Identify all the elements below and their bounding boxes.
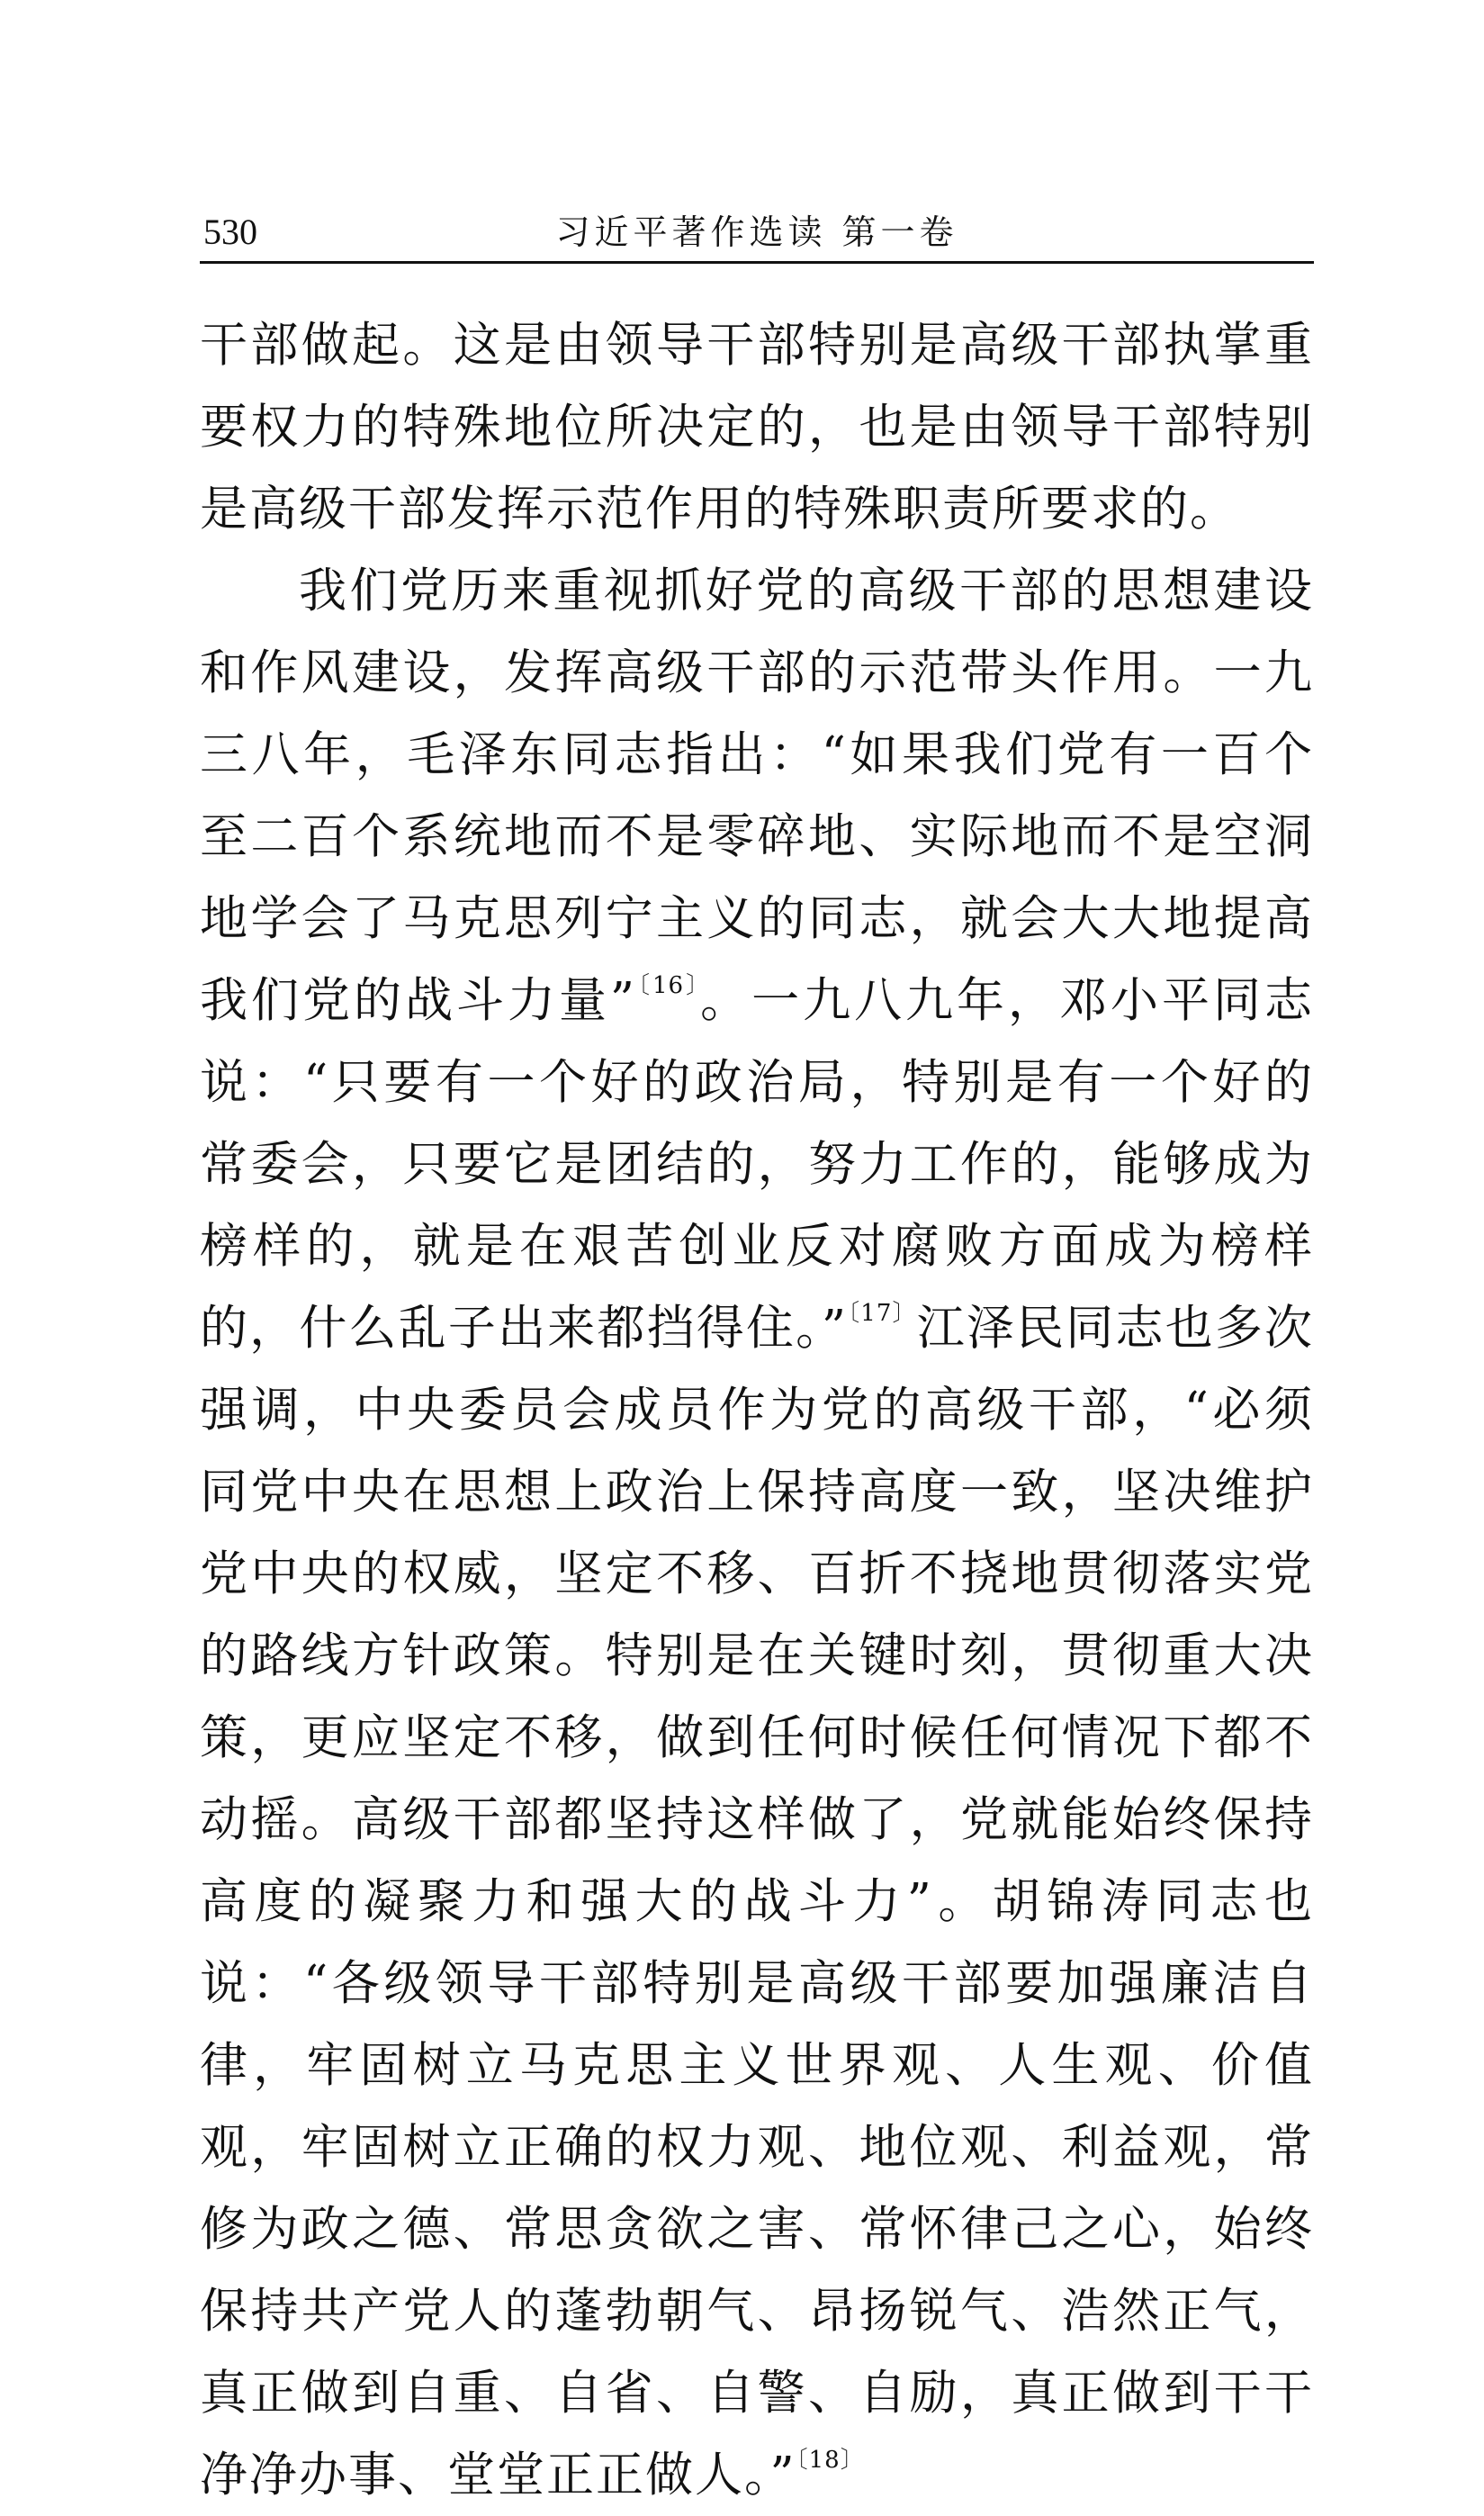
paragraph-text: 我们党历来重视抓好党的高级干部的思想建设和作风建设，发挥高级干部的示范带头作用。一九三八年，毛泽东同志指出：“如果我们党有一百个至二百个系统地而不是零碎地、实际地而不是空洞地学会了马克思列宁主义的同志，就会大大地提高我们党的战斗力量” — [200, 564, 1314, 1028]
running-title: 习近平著作选读 第一卷 — [555, 212, 958, 252]
footnote-ref-18: 〔18〕 — [796, 2447, 865, 2474]
body-text — [200, 304, 1314, 2516]
paragraph-text: 。一九八九年，邓小平同志说：“只要有一个好的政治局，特别是有一个好的常委会，只要它是团结的，努力工作的，能够成为榜样的，就是在艰苦创业反对腐败方面成为榜样的，什么乱子出来都挡得住。” — [200, 973, 1314, 1356]
footnote-ref-17: 〔17〕 — [847, 1300, 917, 1327]
page-number: 530 — [203, 212, 257, 252]
paragraph-text: 江泽民同志也多次强调，中央委员会成员作为党的高级干部，“必须同党中央在思想上政治上保持高度一致，坚决维护党中央的权威，坚定不移、百折不挠地贯彻落实党的路线方针政策。特别是在关键时刻，贯彻重大决策，更应坚定不移，做到任何时候任何情况下都不动摇。高级干部都坚持这样做了，党就能始终保持高度的凝聚力和强大的战斗力”。胡锦涛同志也说：“各级领导干部特别是高级干部要加强廉洁自律，牢固树立马克思主义世界观、人生观、价值观，牢固树立正确的权力观、地位观、利益观，常修为政之德、常思贪欲之害、常怀律己之心，始终保持共产党人的蓬勃朝气、昂扬锐气、浩然正气，真正做到自重、自省、自警、自励，真正做到干干净净办事、堂堂正正做人。” — [200, 1301, 1315, 2502]
footnote-ref-16: 〔16〕 — [636, 972, 701, 999]
paragraph — [200, 550, 1314, 2516]
paragraph-continuation: 干部做起。这是由领导干部特别是高级干部执掌重要权力的特殊地位所决定的，也是由领导干部特别是高级干部发挥示范作用的特殊职责所要求的。 — [200, 318, 1314, 537]
page-header — [200, 207, 1314, 264]
